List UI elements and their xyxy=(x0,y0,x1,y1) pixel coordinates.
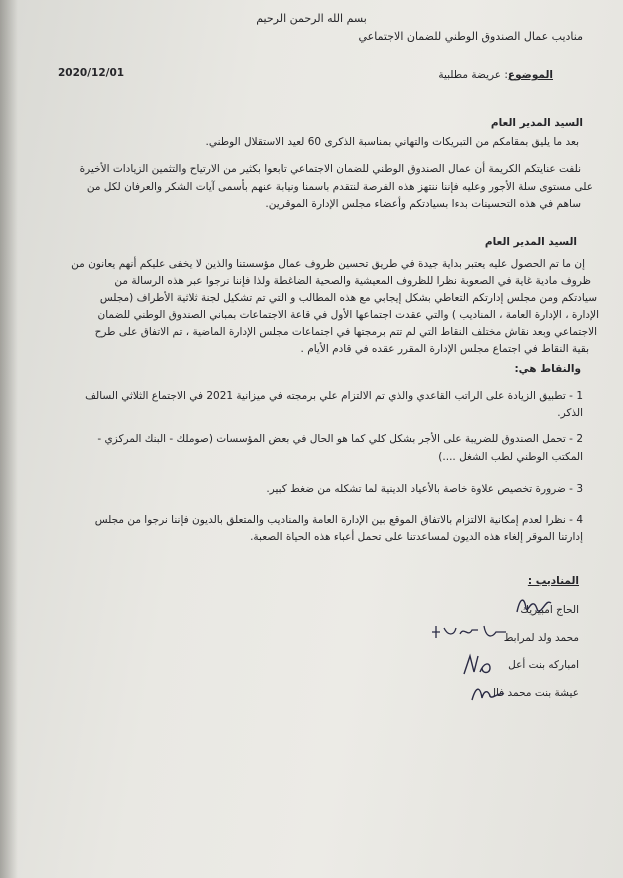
section1-line: ساهم في هذه التحسينات بدءا بسيادتكم وأعضاء مجلس الإدارة الموقرين. xyxy=(265,198,581,210)
page-shadow xyxy=(0,0,18,878)
sender-line: مناديب عمال الصندوق الوطني للضمان الاجتماعي xyxy=(358,30,583,43)
section1-line: نلفت عنايتكم الكريمة أن عمال الصندوق الوطني للضمان الاجتماعي تابعوا بكثير من الارتياح والتثمين الزيادات الأخيرة xyxy=(79,163,581,175)
subject-label: الموضوع xyxy=(507,69,553,81)
subject-line xyxy=(438,68,553,82)
section1-line: على مستوى سلة الأجور وعليه فإننا ننتهز هذه الفرصة لنتقدم باسمنا ونيابة عنهم بأسمى آيات الشكر والعرفان لكل من xyxy=(86,181,593,193)
point-4-line: إدارتنا الموقر إلغاء هذه الديون لمساعدتنا على تحمل أعباء هذه الحياة الصعبة. xyxy=(250,531,583,543)
section2-line: ظروف مادية غاية في الصعوبة نظرا للظروف المعيشية والصحية الضاغطة ولذا فإننا نرجوا عبر هذه الرسالة من xyxy=(114,275,591,287)
points-intro: والنقاط هي: xyxy=(514,363,581,375)
salutation-1: السيد المدير العام xyxy=(490,117,583,129)
salutation-2: السيد المدير العام xyxy=(484,236,577,248)
signatory-name: امباركه بنت أعل xyxy=(508,659,579,671)
point-4-line: 4 - نظرا لعدم إمكانية الالتزام بالاتفاق الموقع بين الإدارة العامة والمناديب والمتعلق بالديون فإننا نرجوا من مجلس xyxy=(94,514,583,526)
point-3-line: 3 - ضرورة تخصيص علاوة خاصة بالأعياد الدينية لما تشكله من ضغط كبير. xyxy=(266,483,583,495)
signatories-heading: المناديب : xyxy=(527,575,579,587)
signature-1 xyxy=(514,594,554,620)
basmala: بسم الله الرحمن الرحيم xyxy=(256,12,367,25)
signatory-name: عيشة بنت محمد فال xyxy=(488,687,579,699)
signatory-name: الحاج امبيريك xyxy=(520,604,579,616)
point-2-line: 2 - تحمل الصندوق للضريبة على الأجر بشكل كلي كما هو الحال في بعض المؤسسات (صوملك - البنك المركزي - xyxy=(97,433,583,445)
point-1-line: 1 - تطبيق الزيادة على الراتب القاعدي والذي تم الالتزام علي برمجته في ميزانية 2021 في الاجتماع الثلاثي السالف xyxy=(85,390,583,402)
section2-line: إن ما تم الحصول عليه يعتبر بداية جيدة في طريق تحسين ظروف عمال مؤسستنا والذين لا يخفى عليكم أنهم يعانون من xyxy=(71,258,585,270)
point-1-line: الذكر. xyxy=(557,407,583,419)
section2-line: الإدارة ، الإدارة العامة ، المناديب ) والتي عقدت اجتماعها الأول في قاعة الاجتماعات بمباني الصندوق الوطني للضمان xyxy=(97,309,599,321)
point-2-line: المكتب الوطني لطب الشغل ....) xyxy=(438,451,583,463)
subject-value: : عريضة مطلبية xyxy=(438,69,508,81)
signature-4 xyxy=(470,682,506,704)
signatory-name: محمد ولد لمرابط xyxy=(503,632,579,644)
section2-line: الاجتماعي وبعد نقاش مختلف النقاط التي لم تتم برمجتها في اجتماعات مجلس الإدارة الماضية ، تم الاتفاق على طرح xyxy=(94,326,597,338)
document-date: 2020/12/01 xyxy=(58,67,125,79)
section2-line: سيادتكم ومن مجلس إدارتكم التعاطي بشكل إيجابي مع هذه المطالب و التي تم تشكيل لجنة ثلاثية الأطراف (مجلس xyxy=(99,292,597,304)
section1-line: بعد ما يليق بمقامكم من التبريكات والتهاني بمناسبة الذكرى 60 لعيد الاستقلال الوطني. xyxy=(205,136,579,148)
signature-3 xyxy=(460,652,496,678)
signature-2 xyxy=(430,620,510,644)
section2-line: بقية النقاط في اجتماع مجلس الإدارة المقرر عقده في قادم الأيام . xyxy=(300,343,589,355)
